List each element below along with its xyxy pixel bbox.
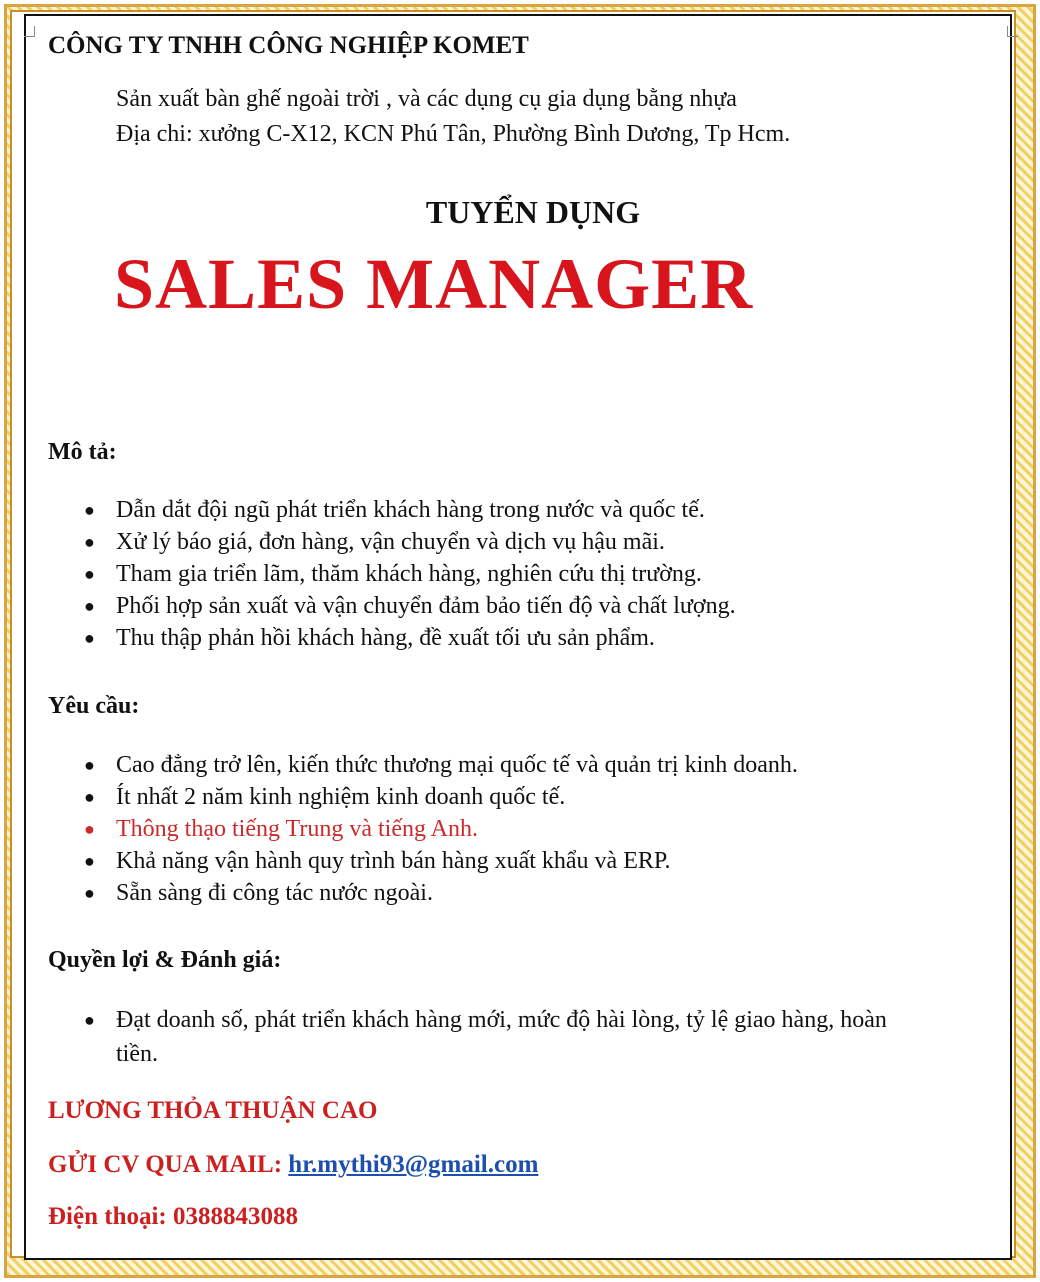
phone-number: Điện thoại: 0388843088 [48,1203,298,1230]
list-item: ● Sẵn sàng đi công tác nước ngoài. [0,877,798,909]
bullet-icon: ● [84,628,95,648]
requirements-heading: Yêu cầu: [48,693,140,719]
list-item: ● Cao đẳng trở lên, kiến thức thương mại quốc tế và quản trị kinh doanh. [0,749,798,781]
requirements-list [0,749,798,909]
list-item: ● Dẫn dắt đội ngũ phát triển khách hàng trong nước và quốc tế. [0,494,736,526]
bullet-icon: ● [84,755,95,775]
company-address: Địa chi: xưởng C-X12, KCN Phú Tân, Phường Bình Dương, Tp Hcm. [116,121,791,147]
bullet-icon: ● [84,500,95,520]
bullet-icon: ● [84,596,95,616]
corner-mark-top-right [1007,26,1018,37]
salary-note: LƯƠNG THỎA THUẬN CAO [48,1097,378,1124]
recruit-heading: TUYỂN DỤNG [425,194,641,230]
bullet-icon: ● [84,787,95,807]
bullet-icon: ● [84,564,95,584]
list-item: ● Đạt doanh số, phát triển khách hàng mới, mức độ hài lòng, tỷ lệ giao hàng, hoàn tiền. [0,1003,916,1071]
list-item: ● Ít nhất 2 năm kinh nghiệm kinh doanh quốc tế. [0,781,798,813]
bullet-icon: ● [84,1010,95,1030]
list-item: ● Phối hợp sản xuất và vận chuyển đảm bảo tiến độ và chất lượng. [0,590,736,622]
corner-mark-top-left [24,26,35,37]
list-item: ● Thu thập phản hồi khách hàng, đề xuất tối ưu sản phẩm. [0,622,736,654]
email-link[interactable]: hr.mythi93@gmail.com [288,1151,539,1178]
list-item-highlight: ● Thông thạo tiếng Trung và tiếng Anh. [0,813,798,845]
list-item: ● Xử lý báo giá, đơn hàng, vận chuyển và dịch vụ hậu mãi. [0,526,736,558]
bullet-icon: ● [84,532,95,552]
position-title: SALES MANAGER [114,244,754,324]
bullet-icon: ● [84,819,95,839]
bullet-icon: ● [84,883,95,903]
benefits-heading: Quyền lợi & Đánh giá: [48,947,282,973]
company-business: Sản xuất bàn ghế ngoài trời , và các dụng cụ gia dụng bằng nhựa [116,86,737,112]
cv-instruction [48,1152,538,1177]
list-item: ● Tham gia triển lãm, thăm khách hàng, nghiên cứu thị trường. [0,558,736,590]
bullet-icon: ● [84,851,95,871]
company-name: CÔNG TY TNHH CÔNG NGHIỆP KOMET [48,32,529,59]
description-heading: Mô tả: [48,439,117,465]
description-list [0,494,736,654]
cv-label: GỬI CV QUA MAIL: [48,1151,283,1178]
list-item: ● Khả năng vận hành quy trình bán hàng xuất khẩu và ERP. [0,845,798,877]
benefits-list [0,1003,916,1071]
